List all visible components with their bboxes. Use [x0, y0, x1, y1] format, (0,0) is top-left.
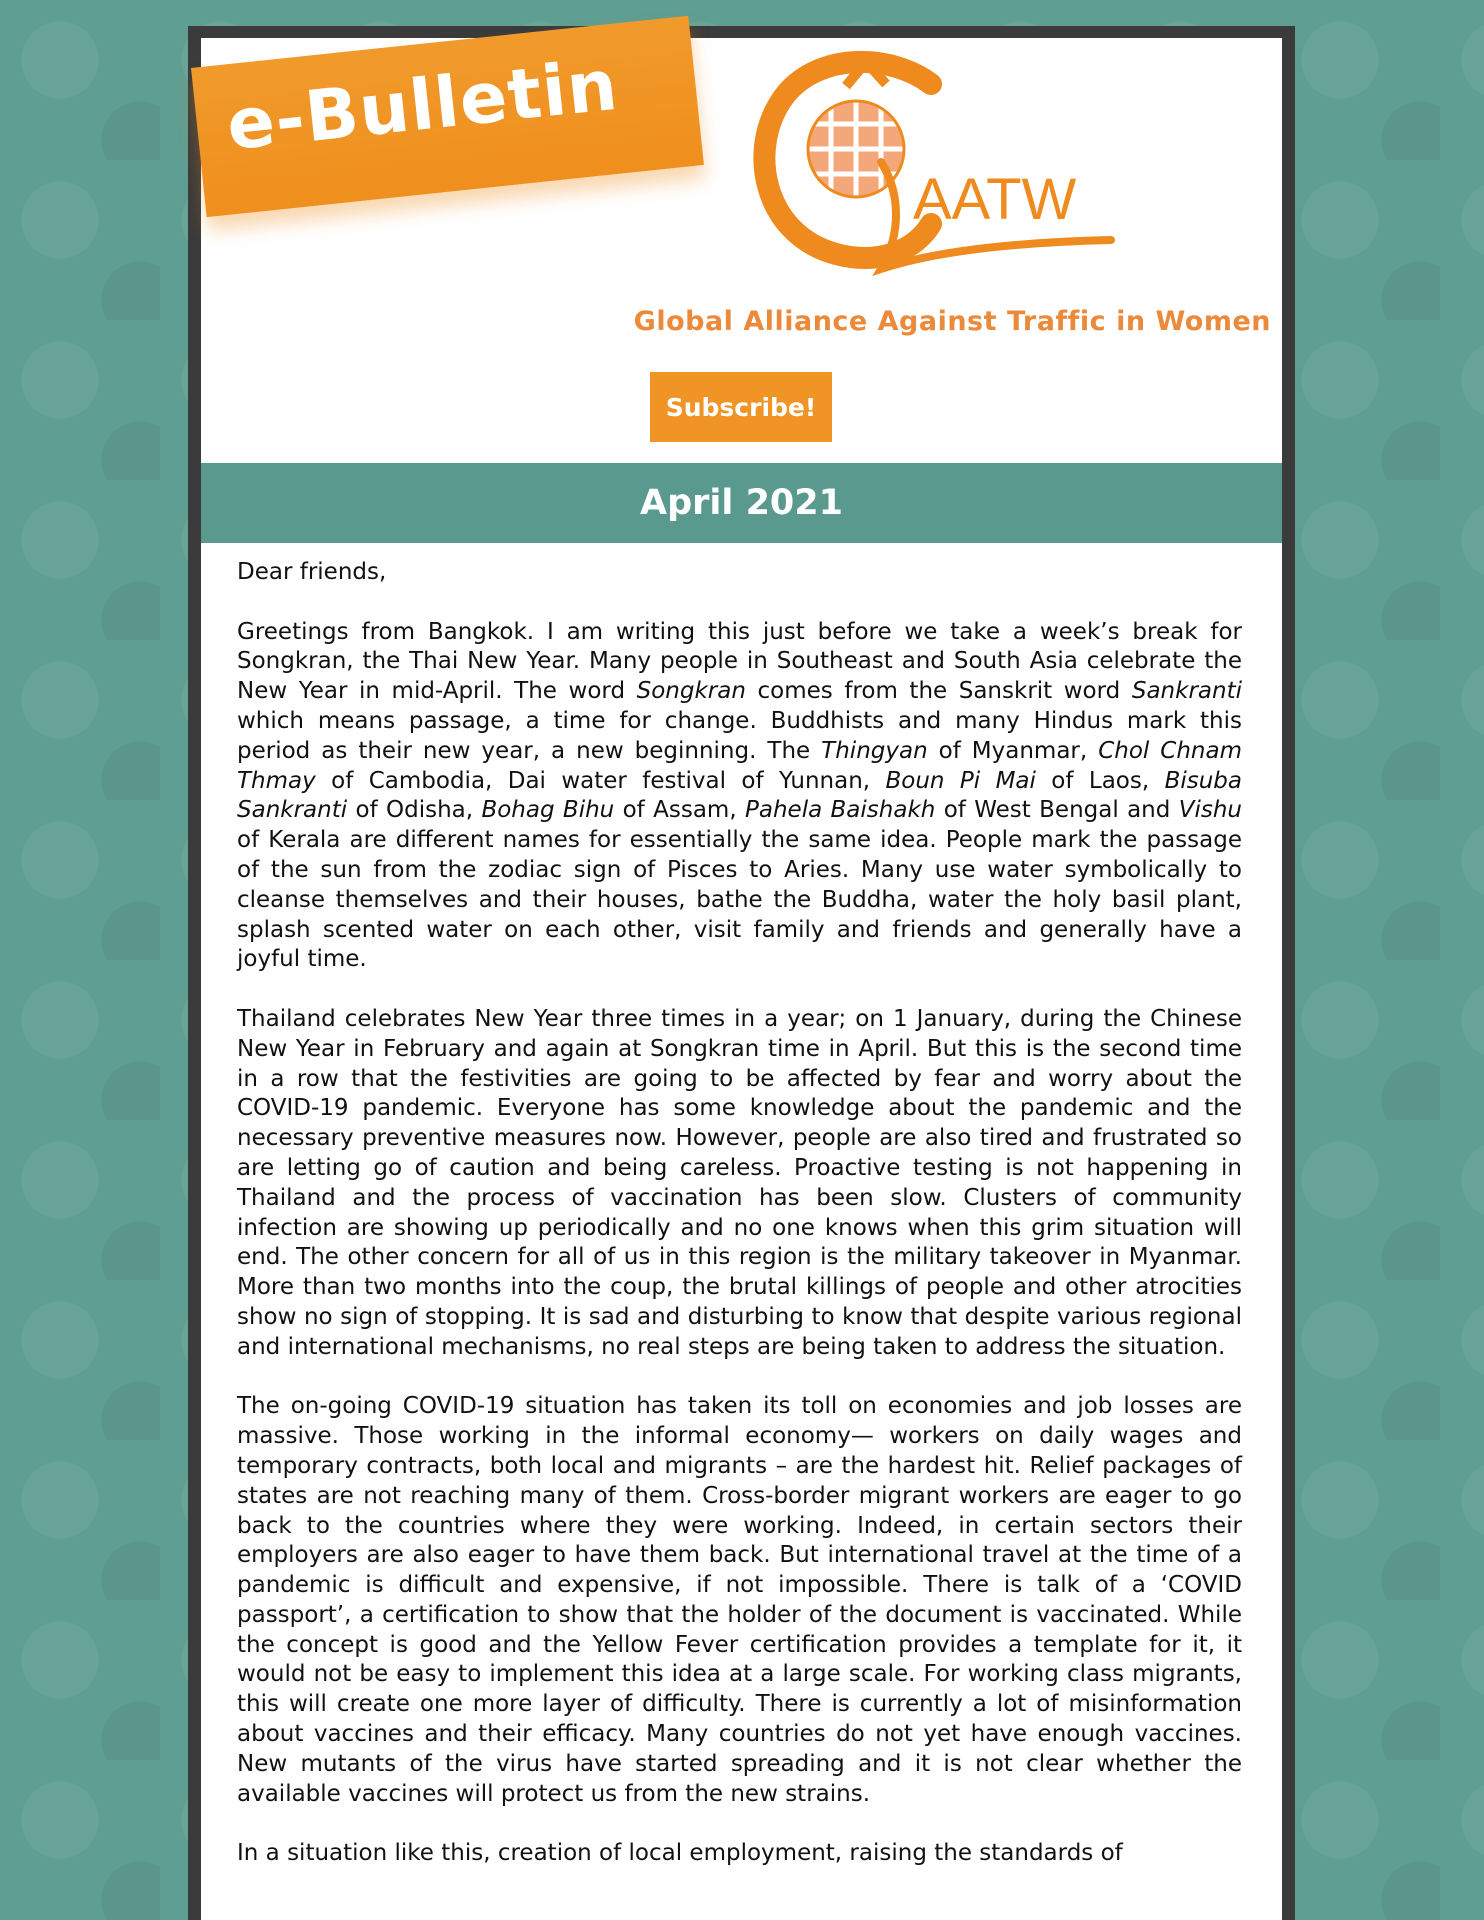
letter-paragraph-2: Thailand celebrates New Year three times in a year; on 1 January, during the Chinese New Year in February and again at Songkran time in April. But this is the second time in a row that the festivities are going to be affected by fear and worry about the COVID-19 pandemic. Everyone has some knowledge about the pandemic and the necessary preventive measures now. However, people are also tired and frustrated so are letting go of caution and being careless. Proactive testing is not happening in Thailand and the process of vaccination has been slow. Clusters of community infection are showing up periodically and no one knows when this grim situation will end. The other concern for all of us in this region is the military takeover in Myanmar. More than two months into the coup, the brutal killings of people and other atrocities show no sign of stopping. It is sad and disturbing to know that despite various regional and international mechanisms, no real steps are being taken to address the situation. — [237, 1005, 1242, 1360]
p1-text-i: of Cambodia, Dai water festival of Yunnan, — [315, 767, 886, 794]
p1-text-g: of Myanmar, — [927, 737, 1099, 764]
letter-body — [237, 558, 1242, 1899]
banner-title: e-Bulletin — [222, 43, 622, 167]
bulletin-card — [201, 38, 1282, 1920]
p1-term-bohag-bihu: Bohag Bihu — [481, 797, 615, 824]
p1-term-sankranti: Sankranti — [1131, 678, 1242, 705]
logo-wordmark: AATW — [913, 167, 1077, 232]
issue-date: April 2021 — [640, 483, 843, 523]
letter-paragraph-4: In a situation like this, creation of local employment, raising the standards of — [237, 1840, 1123, 1867]
bulletin-header — [201, 38, 1282, 463]
p1-term-thingyan: Thingyan — [821, 737, 928, 764]
p1-text-s: of Kerala are different names for essentially the same idea. People mark the passage of the sun from the zodiac sign of Pisces to Aries. Many use water symbolically to cleanse themselves and their houses, bathe the Buddha, water the holy basil plant, splash scented water on each other, visit family and friends and generally have a joyful time. — [237, 827, 1242, 973]
p1-text-c: comes from the Sanskrit word — [745, 678, 1132, 705]
p1-term-boun-pi-mai: Boun Pi Mai — [885, 767, 1036, 794]
letter-greeting: Dear friends, — [237, 559, 387, 585]
issue-date-bar — [201, 463, 1282, 543]
p1-term-vishu: Vishu — [1178, 797, 1242, 824]
p1-text-o: of Assam, — [614, 797, 745, 824]
p1-text-e: which means passage, a time for change. Buddhists and many Hindus mark this period as their new year, a new beginning. The — [237, 707, 1242, 764]
e-bulletin-banner — [191, 16, 704, 217]
p1-term-pahela-baishakh: Pahela Baishakh — [745, 797, 936, 824]
p1-text-k: of Laos, — [1035, 767, 1165, 794]
p1-term-chol-chnam-thmay: Chol Chnam Thmay — [237, 737, 1242, 794]
p1-text-a: Greetings from Bangkok. I am writing this just before we take a week’s break for Songkran, the Thai New Year. Many people in Southeast and South Asia celebrate the New Year in mid-April. The word — [237, 618, 1242, 705]
subscribe-button[interactable]: Subscribe! — [650, 372, 832, 442]
p1-term-songkran: Songkran — [636, 678, 746, 705]
p1-text-m: of Odisha, — [347, 797, 482, 824]
letter-paragraph-3: The on-going COVID-19 situation has taken its toll on economies and job losses are massive. Those working in the informal economy— workers on daily wages and temporary contracts, both local and migrants – are the hardest hit. Relief packages of states are not reaching many of them. Cross-border migrant workers are eager to go back to the countries where they were working. Indeed, in certain sectors their employers are also eager to have them back. But international travel at the time of a pandemic is difficult and expensive, if not impossible. There is talk of a ‘COVID passport’, a certification to show that the holder of the document is vaccinated. While the concept is good and the Yellow Fever certification provides a template for it, it would not be easy to implement this idea at a large scale. For working class migrants, this will create one more layer of difficulty. There is currently a lot of misinformation about vaccines and their efficacy. Many countries do not yet have enough vaccines. New mutants of the virus have started spreading and it is not clear whether the available vaccines will protect us from the new strains. — [237, 1393, 1242, 1807]
gaatw-logo — [741, 44, 1121, 304]
p1-text-q: of West Bengal and — [935, 797, 1179, 824]
letter-paragraph-1 — [237, 618, 1242, 976]
organization-name: Global Alliance Against Traffic in Women — [633, 306, 1271, 337]
p1-term-bisuba-sankranti: Bisuba Sankranti — [237, 767, 1242, 824]
